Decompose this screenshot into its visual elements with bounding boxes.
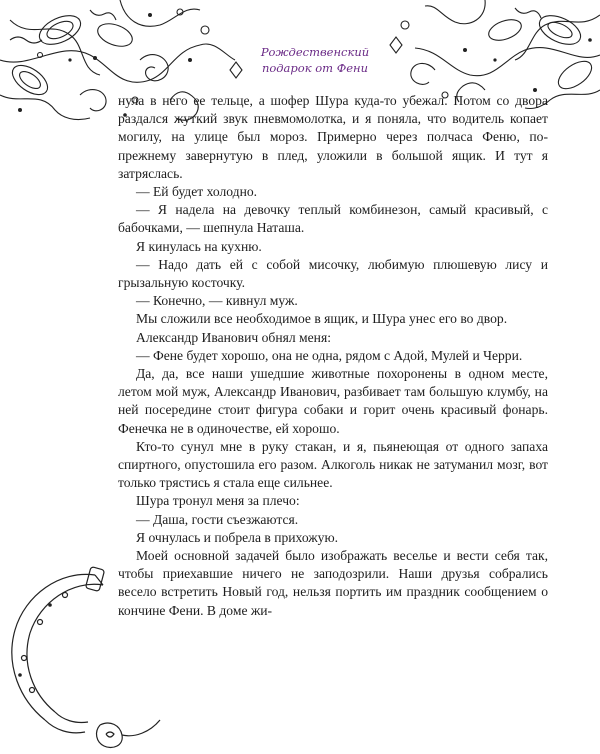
running-head-line-1: Рождественский [260,45,370,59]
paragraph: — Надо дать ей с собой мисочку, любимую плюшевую лису и грызальную косточку. [118,256,548,291]
paragraph: — Фене будет хорошо, она не одна, рядом с Адой, Мулей и Черри. [136,347,523,363]
paragraph: Мы сложили все необходимое в ящик, и Шура унес его во двор. [136,311,508,327]
paragraph: нула в него ее тельце, а шофер Шура куда-то убежал. Потом со двора раздался жуткий звук пневмомолотка, и я поняла, что водитель копает могилу, на улице был мороз. Примерно через полчаса Феню, по-прежнему завернутую в плед, уложили в большой ящик. И тут я затряслась. [118,93,548,181]
paragraph: Я кинулась на кухню. [136,238,262,254]
paragraph: Моей основной задачей было изображать веселье и вести себя так, чтобы приехавшие ничего не заподозрили. Наши друзья собрались весело встретить Новый год, нельзя портить им праздник сообщением о кончине Фени. В доме жи- [118,548,548,618]
paragraph: — Конечно, — кивнул муж. [136,293,298,309]
paragraph: Да, да, все наши ушедшие животные похоронены в одном месте, летом мой муж, Александр Иванович, разбивает там большую клумбу, на ней посередине стоит фигура собаки и горит очень красивый фонарь. Фенечка не в одиночестве, ей хорошо. [118,366,548,436]
paragraph: Я очнулась и побрела в прихожую. [136,529,339,545]
running-head-line-2: подарок от Фени [261,61,369,75]
paragraph: Шура тронул меня за плечо: [136,493,300,509]
paragraph: — Я надела на девочку теплый комбинезон, самый красивый, с бабочками, — шепнула Наташа. [118,202,548,236]
running-head [255,44,375,76]
body-text [118,92,548,620]
paragraph: Александр Иванович обнял меня: [136,329,331,345]
paragraph: — Даша, гости съезжаются. [136,511,299,527]
paragraph: — Ей будет холодно. [136,184,258,200]
paragraph: Кто-то сунул мне в руку стакан, и я, пьянеющая от одного запаха спиртного, опустошила его разом. Алкоголь никак не затуманил мозг, вот только трястись я стала еще сильнее. [118,438,548,491]
